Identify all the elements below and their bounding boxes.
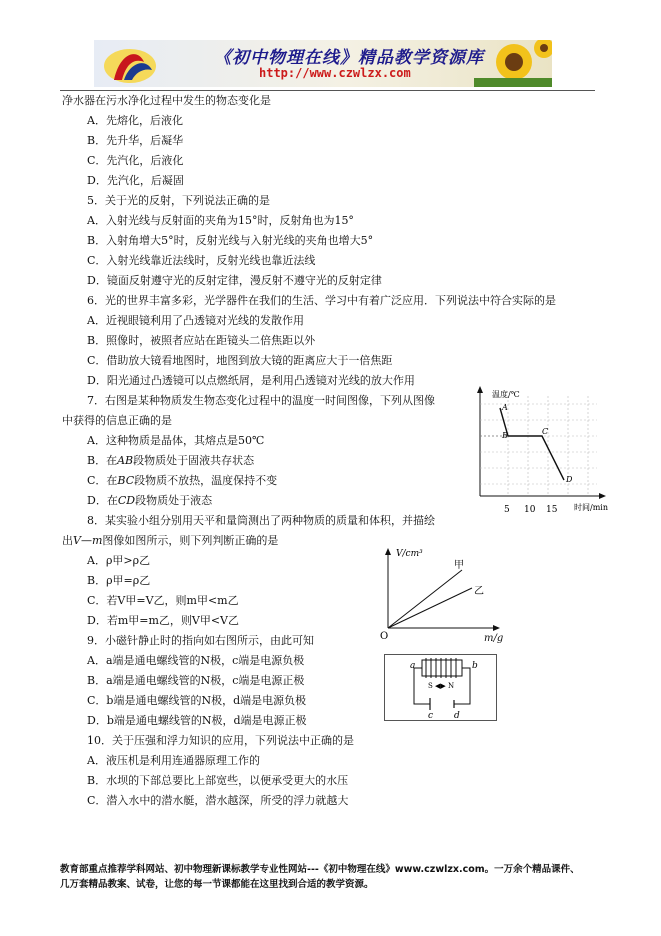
question-7-stem: 7．右图是某种物质发生物态变化过程中的温度一时间图像，下列从图像 [87,394,435,407]
logo-icon [94,40,174,87]
graph-point-b: B [502,431,508,440]
q5-option-b: B．入射角增大5°时，反射光线与入射光线的夹角也增大5° [87,234,374,247]
vm-line-jia [388,570,462,628]
question-9-stem: 9．小磁针静止时的指向如右图所示，由此可知 [87,634,314,647]
q7-option-b-segment: AB [117,454,134,467]
circuit-label-b: b [472,661,478,671]
vm-label-jia: 甲 [454,560,464,571]
q4-option-c: C．先汽化，后液化 [87,154,184,167]
vm-x-arrow [493,625,500,631]
graph-point-d: D [566,475,573,484]
footer-line-1: 教育部重点推荐学科网站、初中物理新课标教学专业性网站---《初中物理在线》www.czwlzx.com。一万余个精品课件、 [60,864,580,875]
q5-option-c: C．入射光线靠近法线时，反射光线也靠近法线 [87,254,316,267]
question-7-stem-cont: 中获得的信息正确的是 [62,414,172,427]
graph-xtick-15: 15 [546,505,558,515]
q8-option-a: A．ρ甲>ρ乙 [87,554,151,567]
q8-stem-vm: V—m [73,534,103,547]
q4-option-b: B．先升华，后凝华 [87,134,184,147]
q9-option-d: D．b端是通电螺线管的N极，d端是电源正极 [87,714,307,727]
circuit-label-a: a [410,661,416,671]
footer-line-2: 几万套精品教案、试卷，让您的每一节课都能在这里找到合适的教学资源。 [60,879,374,890]
q7-option-c-prefix: C．在 [87,474,118,487]
circuit-label-d: d [454,711,460,721]
graph-point-a: A [502,403,508,412]
banner-title: 《初中物理在线》精品教学资源库 [214,48,484,68]
q6-option-a: A．近视眼镜利用了凸透镜对光线的发散作用 [87,314,304,327]
temperature-time-graph [462,384,612,516]
graph-curve [500,408,564,480]
vm-line-yi [388,588,472,628]
q7-option-b-prefix: B．在 [87,454,118,467]
q9-option-c: C．b端是通电螺线管的N极，d端是电源负极 [87,694,307,707]
q4-option-d: D．先汽化，后凝固 [87,174,184,187]
graph-xtick-10: 10 [524,505,536,515]
graph-xlabel: 时间/min [574,503,608,512]
vm-ylabel: V/cm³ [396,549,423,559]
q8-option-b: B．ρ甲=ρ乙 [87,574,151,587]
graph-y-arrow [477,386,483,393]
solenoid-circuit-diagram [384,652,498,724]
banner-url[interactable]: http://www.czwlzx.com [259,66,411,80]
q9-option-b: B．a端是通电螺线管的N极，c端是电源正极 [87,674,305,687]
q7-option-c-segment: BC [117,474,135,487]
q5-option-d: D．镜面反射遵守光的反射定律，漫反射不遵守光的反射定律 [87,274,382,287]
graph-x-arrow [599,493,606,499]
q7-option-b-rest: 段物质处于固液共存状态 [133,454,255,467]
question-10-stem: 10．关于压强和浮力知识的应用，下列说法中正确的是 [87,734,354,747]
vm-label-yi: 乙 [474,586,484,597]
vm-y-arrow [385,548,391,555]
q7-option-c [87,474,277,488]
q10-option-a: A．液压机是利用连通器原理工作的 [87,754,260,767]
q7-option-b [87,454,254,468]
q7-option-d [87,494,212,508]
header-banner [94,40,552,87]
solenoid-coil-icon [426,658,456,678]
q4-option-a: A．先熔化，后液化 [87,114,183,127]
sunflower-icon [474,40,552,87]
vm-xlabel: m/g [484,633,504,644]
q6-option-c: C．借助放大镜看地图时，地图到放大镜的距离应大于一倍焦距 [87,354,393,367]
q10-option-b: B．水坝的下部总要比上部宽些，以便承受更大的水压 [87,774,349,787]
q10-option-c: C．潜入水中的潜水艇，潜水越深，所受的浮力就越大 [87,794,349,807]
q6-option-d: D．阳光通过凸透镜可以点燃纸屑，是利用凸透镜对光线的放大作用 [87,374,415,387]
q9-option-a: A．a端是通电螺线管的N极，c端是电源负极 [87,654,305,667]
question-6-stem: 6．光的世界丰富多彩，光学器件在我们的生活、学习中有着广泛应用．下列说法中符合实际的是 [87,294,556,307]
q7-option-c-rest: 段物质不放热，温度保持不变 [134,474,278,487]
question-8-stem: 8．某实验小组分别用天平和量筒测出了两种物质的质量和体积，并描绘 [87,514,435,527]
compass-needle-icon: S ◀▶ N [428,682,455,690]
q7-option-d-rest: 段物质处于液态 [135,494,213,507]
graph-xtick-5: 5 [504,505,510,515]
q8-option-c: C．若V甲=V乙，则m甲<m乙 [87,594,239,607]
q7-option-a: A．这种物质是晶体，其熔点是50℃ [87,434,265,447]
graph-point-c: C [542,427,549,436]
q6-option-b: B．照像时，被照者应站在距镜头二倍焦距以外 [87,334,316,347]
volume-mass-graph [378,542,508,642]
question-8-stem-cont [62,534,278,548]
vm-origin: O [380,631,389,642]
q8-option-d: D．若m甲=m乙，则V甲<V乙 [87,614,240,627]
circuit-label-c: c [428,711,434,721]
q7-option-d-segment: CD [117,494,136,507]
q8-stem-prefix: 出 [62,534,73,547]
q5-option-a: A．入射光线与反射面的夹角为15°时，反射角也为15° [87,214,354,227]
header-rule [60,90,595,91]
graph-ylabel: 温度/℃ [492,390,520,399]
question-5-stem: 5．关于光的反射，下列说法正确的是 [87,194,270,207]
q8-stem-rest: 图像如图所示，则下列判断正确的是 [102,534,279,547]
page-footer [60,862,605,892]
question-4-stem-tail: 净水器在污水净化过程中发生的物态变化是 [62,94,271,107]
graph-grid [480,396,597,496]
q7-option-d-prefix: D．在 [87,494,118,507]
